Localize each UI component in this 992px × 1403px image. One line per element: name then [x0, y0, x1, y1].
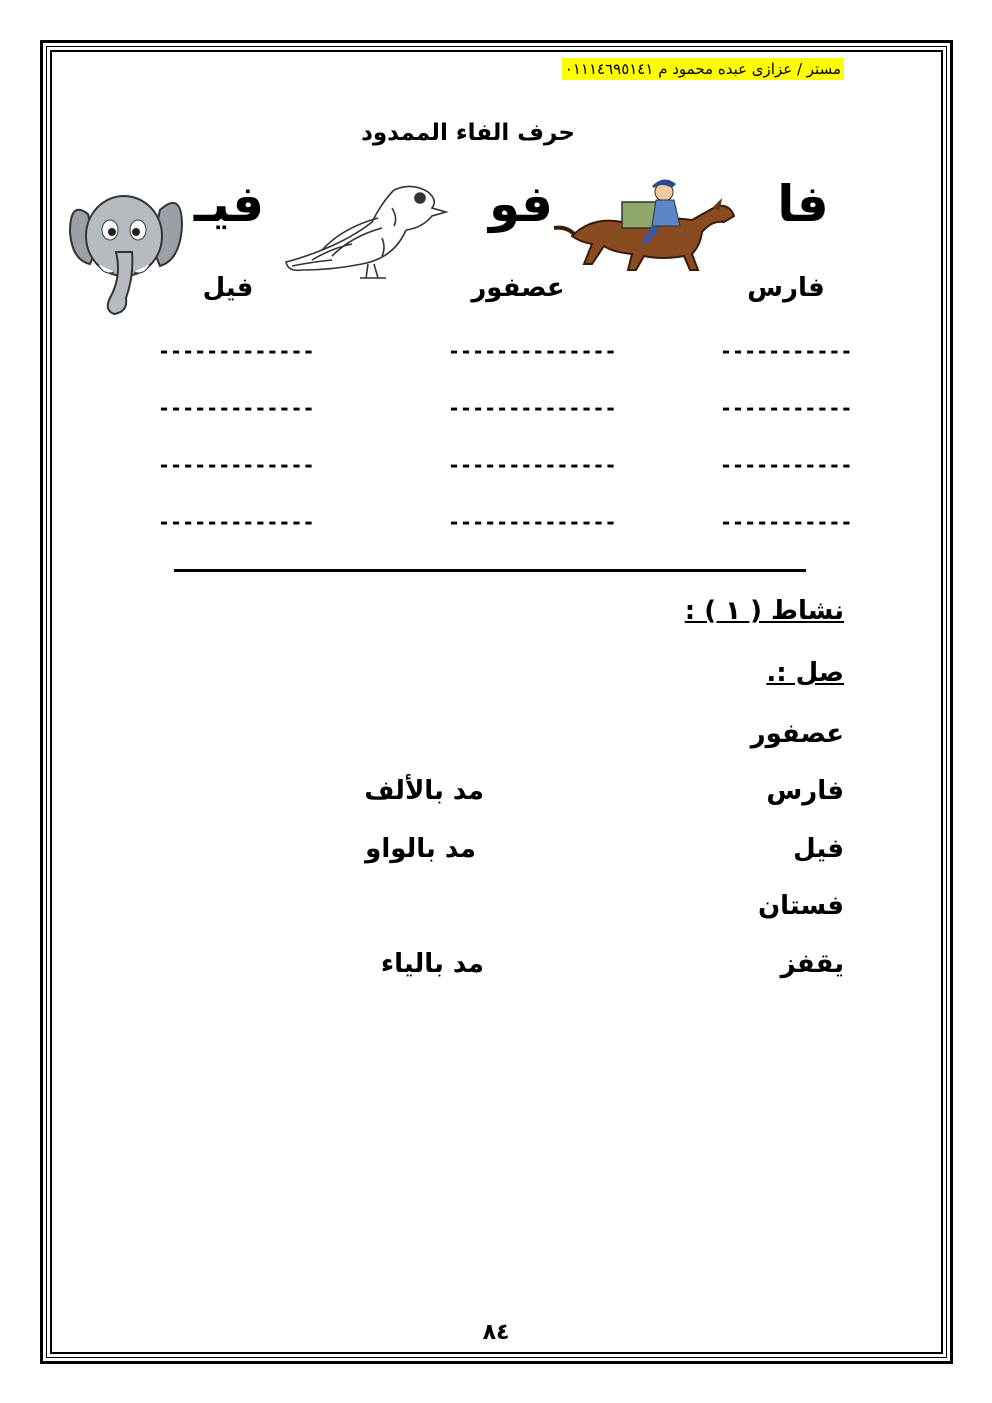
practice-line[interactable]: ------------- — [158, 396, 315, 420]
practice-row — [0, 336, 992, 366]
practice-line[interactable]: -------------- — [448, 339, 617, 363]
letter-fa: فا — [777, 175, 829, 233]
match-word[interactable]: فستان — [757, 891, 844, 921]
practice-line[interactable]: ----------- — [720, 339, 853, 363]
activity-title: نشاط ( ١ ) : — [684, 596, 844, 626]
horse-rider-icon — [552, 176, 742, 272]
letter-fi: فيـ — [193, 175, 265, 233]
page-title: حرف الفاء الممدود — [361, 120, 575, 146]
madd-type[interactable]: مد بالياء — [380, 949, 484, 979]
madd-type[interactable]: مد بالواو — [365, 834, 476, 864]
practice-line[interactable]: -------------- — [448, 453, 617, 477]
practice-line[interactable]: ------------- — [158, 510, 315, 534]
activity-instruction: صل :. — [766, 658, 844, 688]
author-note: مستر / عزازى عبده محمود م ٠١١١٤٦٩٥١٤١ — [562, 58, 844, 80]
practice-line[interactable]: ------------- — [158, 339, 315, 363]
word-osfour: عصفور — [471, 273, 565, 303]
word-feel: فيل — [202, 273, 254, 303]
practice-row — [0, 507, 992, 537]
match-word[interactable]: فيل — [793, 834, 844, 864]
match-word[interactable]: فارس — [766, 776, 844, 806]
match-word[interactable]: يقفز — [780, 949, 844, 979]
letter-fu: فو — [488, 175, 554, 233]
practice-line[interactable]: ----------- — [720, 453, 853, 477]
practice-line[interactable]: ----------- — [720, 396, 853, 420]
madd-type[interactable]: مد بالألف — [364, 776, 484, 806]
practice-row — [0, 450, 992, 480]
sparrow-icon — [282, 178, 454, 280]
page-number: ٨٤ — [482, 1320, 510, 1345]
practice-line[interactable]: ----------- — [720, 510, 853, 534]
practice-line[interactable]: ------------- — [158, 453, 315, 477]
word-fares: فارس — [747, 273, 825, 303]
practice-line[interactable]: -------------- — [448, 510, 617, 534]
practice-line[interactable]: -------------- — [448, 396, 617, 420]
practice-row — [0, 393, 992, 423]
match-word[interactable]: عصفور — [750, 719, 844, 749]
section-divider — [174, 569, 806, 572]
